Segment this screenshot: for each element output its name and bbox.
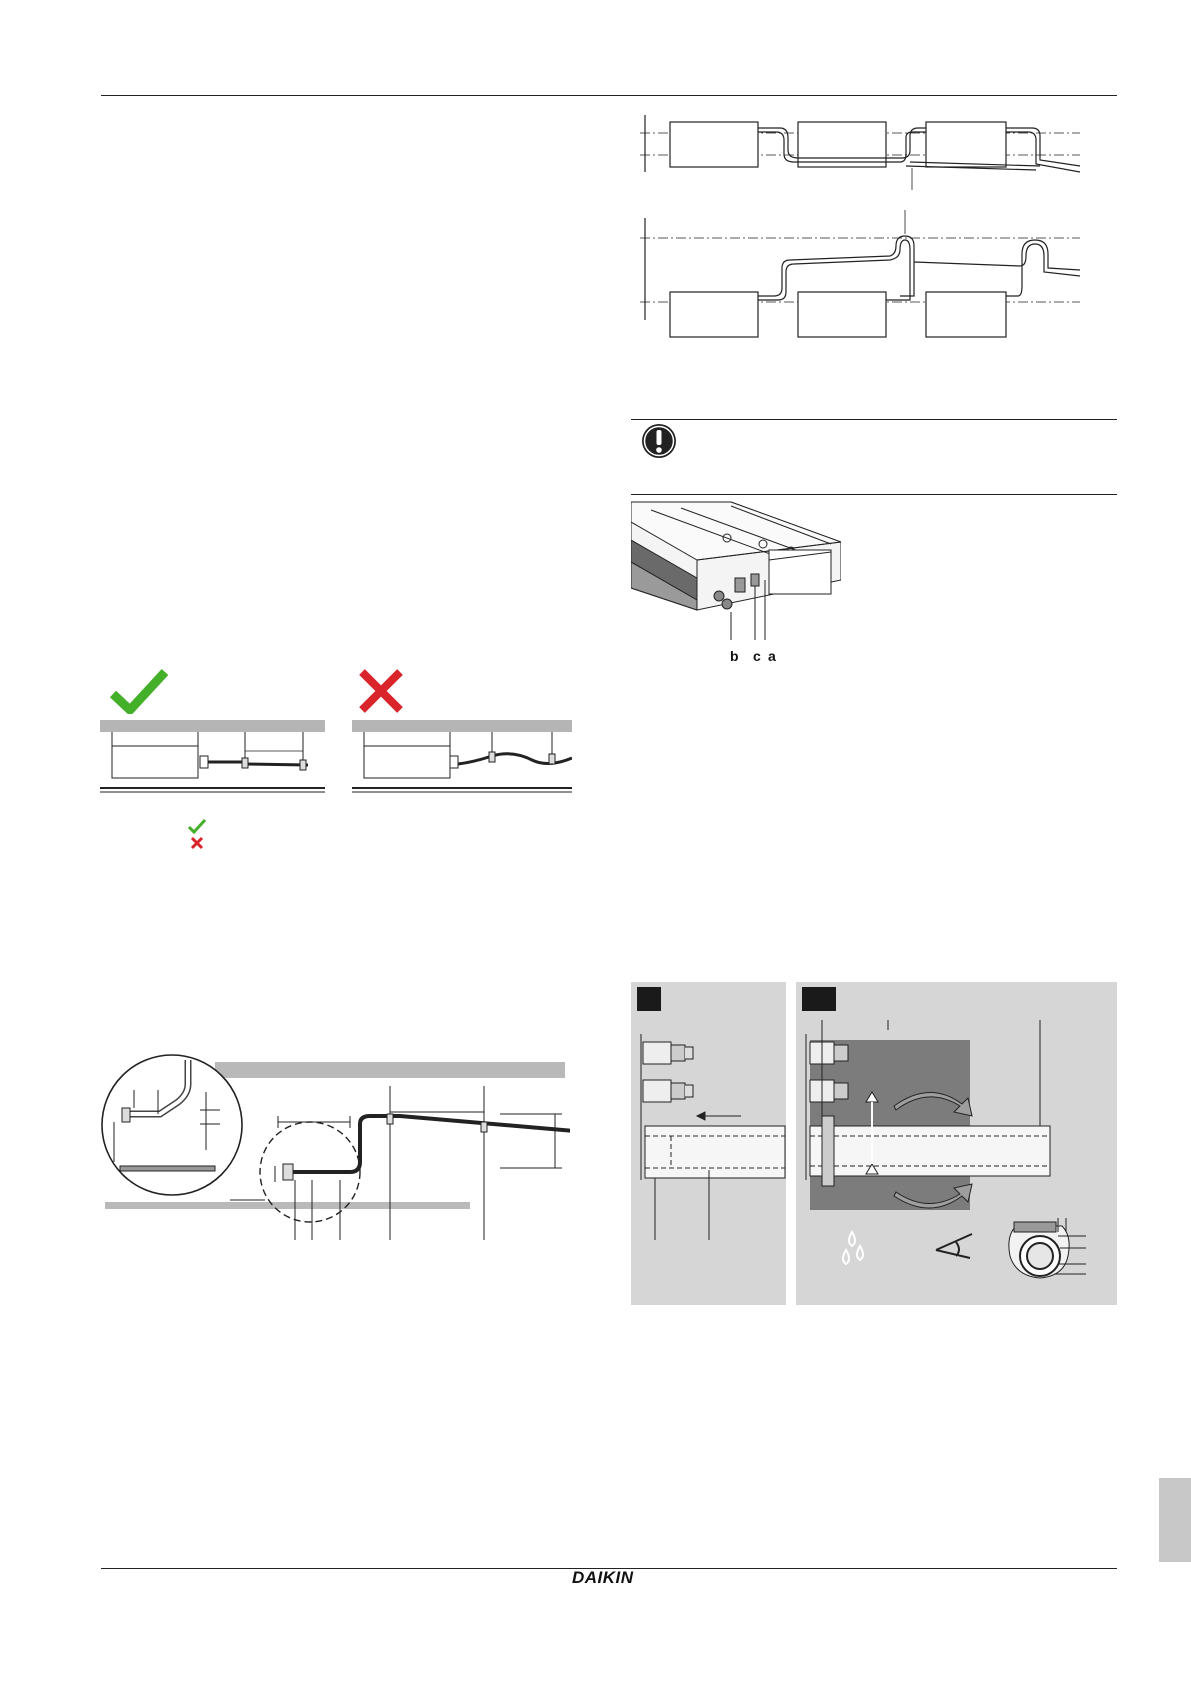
pipe-support-incorrect <box>352 720 572 795</box>
check-icon-small <box>187 818 207 834</box>
indoor-unit-6 <box>926 292 1006 337</box>
indoor-unit-4 <box>670 292 758 337</box>
indoor-unit-2 <box>798 122 886 167</box>
pipe-slope-detail-diagram <box>100 1050 570 1240</box>
cross-icon <box>358 668 404 714</box>
indoor-unit-1 <box>670 122 758 167</box>
water-drops-icon <box>843 1232 863 1264</box>
daikin-logo: DAIKIN <box>572 1568 634 1587</box>
indoor-unit-5 <box>798 292 886 337</box>
pipe-support-correct <box>100 720 325 795</box>
indoor-unit-isometric <box>631 500 841 665</box>
panel-label-left <box>637 987 661 1011</box>
flare-left-drawing <box>631 1020 786 1240</box>
pipe-routing-diagram-level <box>640 110 1080 190</box>
callout-labels-bca <box>722 645 782 667</box>
callout-b: b <box>730 648 739 664</box>
indoor-unit-3 <box>926 122 1006 167</box>
panel-label-right <box>802 987 836 1011</box>
warning-bottom-rule <box>631 494 1117 495</box>
cross-icon-small <box>190 836 204 850</box>
exclamation-icon <box>641 423 677 459</box>
check-icon <box>110 668 168 714</box>
chapter-side-tab <box>1159 1478 1191 1562</box>
callout-a: a <box>768 648 776 664</box>
eye-icon <box>936 1234 972 1258</box>
header-rule <box>101 95 1117 96</box>
warning-top-rule <box>631 419 1117 420</box>
pipe-routing-diagram-raised <box>640 210 1080 340</box>
flare-right-drawing <box>796 1020 1117 1305</box>
callout-c: c <box>753 648 761 664</box>
